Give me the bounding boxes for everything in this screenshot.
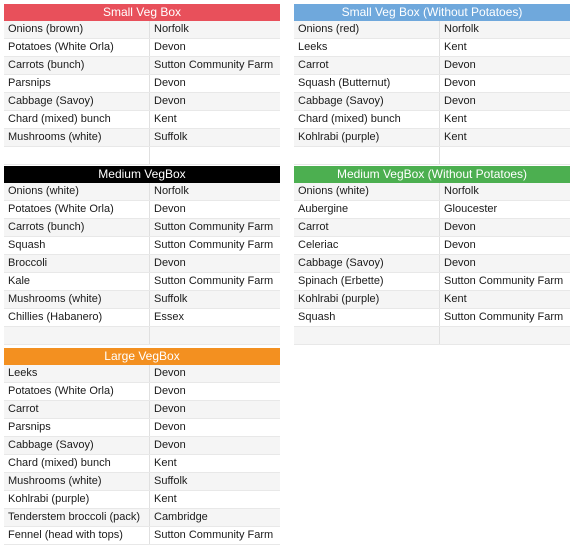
vegetable-cell[interactable] [4, 147, 150, 164]
table-row [4, 273, 280, 291]
table-row [294, 201, 570, 219]
origin-cell[interactable] [150, 327, 280, 344]
origin-cell[interactable]: Sutton Community Farm [444, 311, 564, 323]
table-row [4, 437, 280, 455]
origin-cell[interactable]: Kent [444, 41, 467, 53]
table-row [4, 309, 280, 327]
table-row [294, 183, 570, 201]
table-body [294, 21, 570, 165]
origin-cell[interactable]: Norfolk [444, 23, 479, 35]
table-body [4, 365, 280, 545]
vegetable-cell[interactable]: Onions (brown) [4, 21, 150, 38]
vegetable-cell[interactable]: Kohlrabi (purple) [294, 291, 440, 308]
table-row [4, 255, 280, 273]
vegetable-cell[interactable]: Carrots (bunch) [4, 219, 150, 236]
table-row [294, 75, 570, 93]
table-row [294, 309, 570, 327]
origin-cell[interactable]: Kent [154, 457, 177, 469]
origin-cell[interactable]: Devon [444, 77, 476, 89]
table-row [4, 401, 280, 419]
table-row [294, 327, 570, 345]
table-row [294, 237, 570, 255]
vegetable-cell[interactable]: Cabbage (Savoy) [4, 93, 150, 110]
origin-cell[interactable]: Devon [154, 203, 186, 215]
vegetable-cell[interactable]: Broccoli [4, 255, 150, 272]
origin-cell[interactable]: Suffolk [154, 293, 188, 305]
vegetable-cell[interactable]: Kohlrabi (purple) [4, 491, 150, 508]
vegetable-cell[interactable]: Fennel (head with tops) [4, 527, 150, 544]
table-row [4, 183, 280, 201]
table-row [294, 129, 570, 147]
vegetable-cell[interactable]: Cabbage (Savoy) [294, 255, 440, 272]
vegetable-cell[interactable]: Carrot [294, 219, 440, 236]
origin-cell[interactable]: Devon [154, 421, 186, 433]
table-header: Small Veg Box (Without Potatoes) [294, 4, 570, 21]
vegetable-cell[interactable]: Carrots (bunch) [4, 57, 150, 74]
origin-cell[interactable]: Norfolk [154, 185, 189, 197]
origin-cell[interactable]: Kent [154, 113, 177, 125]
table-row [4, 93, 280, 111]
vegetable-cell[interactable]: Mushrooms (white) [4, 473, 150, 490]
table-row [4, 57, 280, 75]
small-veg-box-table [4, 4, 280, 165]
table-row [4, 219, 280, 237]
vegetable-cell[interactable]: Squash [4, 237, 150, 254]
origin-cell[interactable]: Kent [444, 293, 467, 305]
table-row [4, 147, 280, 165]
vegetable-cell[interactable]: Cabbage (Savoy) [294, 93, 440, 110]
table-row [294, 147, 570, 165]
origin-cell[interactable] [440, 327, 570, 344]
vegetable-cell[interactable]: Leeks [294, 39, 440, 56]
vegetable-cell[interactable]: Potatoes (White Orla) [4, 201, 150, 218]
vegetable-cell[interactable]: Carrot [294, 57, 440, 74]
origin-cell[interactable]: Kent [154, 493, 177, 505]
vegetable-cell[interactable]: Celeriac [294, 237, 440, 254]
origin-cell[interactable]: Devon [154, 41, 186, 53]
vegetable-cell[interactable] [4, 327, 150, 344]
origin-cell[interactable]: Kent [444, 113, 467, 125]
vegetable-cell[interactable]: Onions (white) [4, 183, 150, 200]
table-row [4, 327, 280, 345]
vegetable-cell[interactable]: Potatoes (White Orla) [4, 383, 150, 400]
origin-cell[interactable]: Suffolk [154, 131, 188, 143]
vegetable-cell[interactable] [294, 147, 440, 164]
vegetable-cell[interactable]: Squash [294, 309, 440, 326]
vegetable-cell[interactable]: Kohlrabi (purple) [294, 129, 440, 146]
table-row [294, 39, 570, 57]
origin-cell[interactable]: Sutton Community Farm [154, 239, 274, 251]
origin-cell[interactable]: Sutton Community Farm [154, 221, 274, 233]
vegetable-cell[interactable]: Mushrooms (white) [4, 129, 150, 146]
vegetable-cell[interactable]: Tenderstem broccoli (pack) [4, 509, 150, 526]
origin-cell[interactable]: Kent [444, 131, 467, 143]
vegetable-cell[interactable] [294, 327, 440, 344]
origin-cell[interactable]: Devon [154, 257, 186, 269]
table-row [294, 219, 570, 237]
origin-cell[interactable]: Cambridge [154, 511, 208, 523]
origin-cell[interactable]: Sutton Community Farm [154, 59, 274, 71]
table-row [294, 57, 570, 75]
origin-cell[interactable]: Sutton Community Farm [154, 529, 274, 541]
table-body [4, 21, 280, 165]
origin-cell[interactable]: Devon [154, 403, 186, 415]
table-row [4, 21, 280, 39]
table-row [4, 473, 280, 491]
medium-veg-box-table [4, 166, 280, 345]
vegetable-cell[interactable]: Kale [4, 273, 150, 290]
table-row [294, 291, 570, 309]
table-row [4, 491, 280, 509]
origin-cell[interactable]: Devon [154, 95, 186, 107]
vegetable-cell[interactable]: Onions (white) [294, 183, 440, 200]
origin-cell[interactable]: Suffolk [154, 475, 188, 487]
table-row [294, 273, 570, 291]
vegetable-cell[interactable]: Cabbage (Savoy) [4, 437, 150, 454]
table-body [4, 183, 280, 345]
origin-cell[interactable]: Gloucester [444, 203, 498, 215]
table-row [4, 75, 280, 93]
origin-cell[interactable] [440, 147, 570, 164]
table-row [294, 255, 570, 273]
small-veg-box-without-potatoes-table [294, 4, 570, 165]
table-row [4, 291, 280, 309]
table-header: Large VegBox [4, 348, 280, 365]
table-row [4, 455, 280, 473]
table-body [294, 183, 570, 345]
origin-cell[interactable]: Devon [444, 221, 476, 233]
origin-cell[interactable]: Sutton Community Farm [444, 275, 564, 287]
vegetable-cell[interactable]: Spinach (Erbette) [294, 273, 440, 290]
table-header: Medium VegBox (Without Potatoes) [294, 166, 570, 183]
vegetable-cell[interactable]: Squash (Butternut) [294, 75, 440, 92]
vegetable-cell[interactable]: Chard (mixed) bunch [4, 455, 150, 472]
origin-cell[interactable]: Devon [154, 385, 186, 397]
vegetable-cell[interactable]: Mushrooms (white) [4, 291, 150, 308]
vegetable-cell[interactable]: Chillies (Habanero) [4, 309, 150, 326]
table-row [4, 39, 280, 57]
table-row [4, 365, 280, 383]
vegetable-cell[interactable]: Chard (mixed) bunch [294, 111, 440, 128]
table-header: Medium VegBox [4, 166, 280, 183]
medium-veg-box-without-potatoes-table [294, 166, 570, 345]
table-row [4, 419, 280, 437]
vegetable-cell[interactable]: Carrot [4, 401, 150, 418]
origin-cell[interactable]: Essex [154, 311, 184, 323]
table-row [294, 111, 570, 129]
vegetable-cell[interactable]: Parsnips [4, 419, 150, 436]
origin-cell[interactable]: Devon [154, 367, 186, 379]
origin-cell[interactable] [150, 147, 280, 164]
large-veg-box-table [4, 348, 280, 545]
table-row [4, 383, 280, 401]
table-row [4, 509, 280, 527]
origin-cell[interactable]: Devon [444, 239, 476, 251]
origin-cell[interactable]: Norfolk [154, 23, 189, 35]
vegetable-cell[interactable]: Leeks [4, 365, 150, 382]
table-row [4, 201, 280, 219]
origin-cell[interactable]: Norfolk [444, 185, 479, 197]
vegetable-cell[interactable]: Chard (mixed) bunch [4, 111, 150, 128]
vegetable-cell[interactable]: Aubergine [294, 201, 440, 218]
origin-cell[interactable]: Devon [444, 95, 476, 107]
vegetable-cell[interactable]: Parsnips [4, 75, 150, 92]
table-row [4, 237, 280, 255]
origin-cell[interactable]: Devon [444, 59, 476, 71]
origin-cell[interactable]: Devon [444, 257, 476, 269]
vegetable-cell[interactable]: Potatoes (White Orla) [4, 39, 150, 56]
vegetable-cell[interactable]: Onions (red) [294, 21, 440, 38]
origin-cell[interactable]: Devon [154, 439, 186, 451]
origin-cell[interactable]: Devon [154, 77, 186, 89]
table-row [4, 111, 280, 129]
table-header: Small Veg Box [4, 4, 280, 21]
table-row [4, 527, 280, 545]
origin-cell[interactable]: Sutton Community Farm [154, 275, 274, 287]
table-row [4, 129, 280, 147]
table-row [294, 21, 570, 39]
table-row [294, 93, 570, 111]
